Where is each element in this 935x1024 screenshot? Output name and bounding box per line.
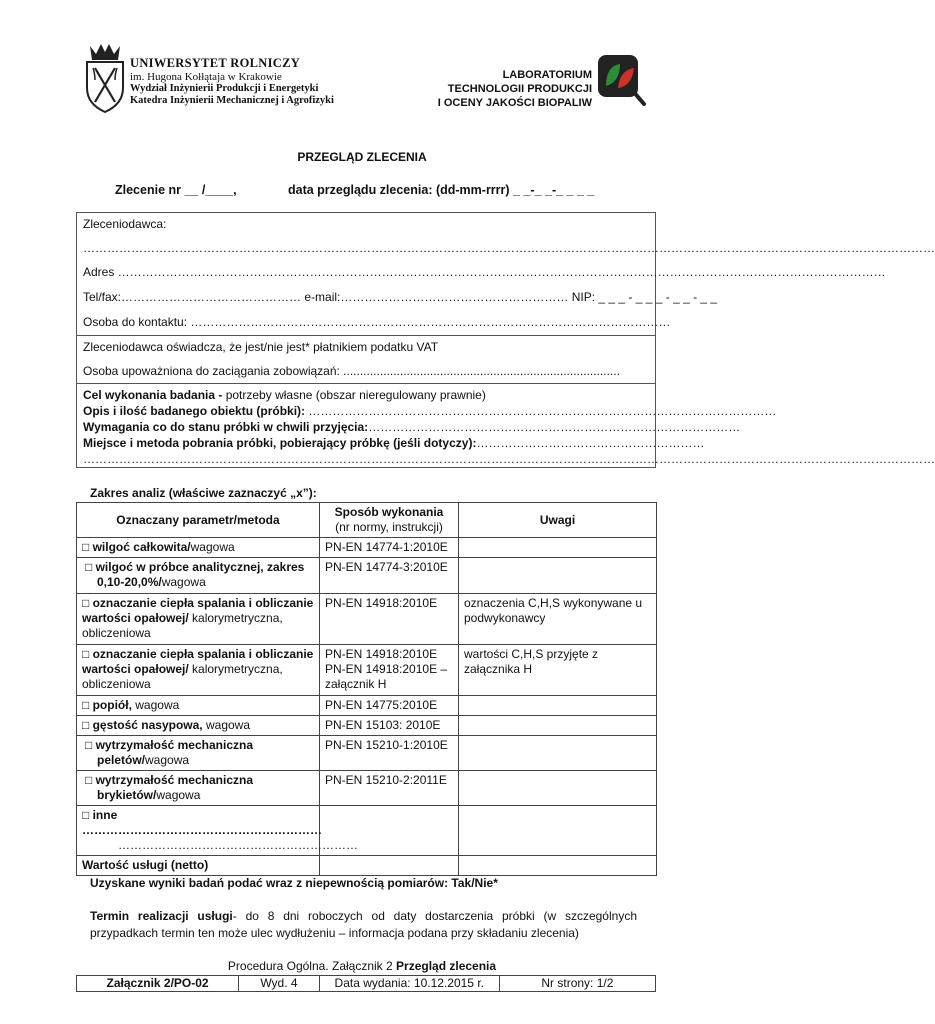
param-method: kalorymetryczna, obliczeniowa bbox=[82, 662, 283, 691]
university-name: UNIWERSYTET ROLNICZY bbox=[130, 56, 301, 70]
sample-description-label: Opis i ilość badanego obiektu (próbki): bbox=[83, 404, 306, 418]
checkbox-icon[interactable]: □ bbox=[82, 596, 90, 610]
sampling-place-line bbox=[83, 436, 705, 450]
param-method: wagowa bbox=[145, 753, 190, 767]
notes-cell bbox=[459, 771, 657, 806]
param-method: kalorymetryczna, obliczeniowa bbox=[82, 611, 283, 640]
purpose-label: Cel wykonania badania - bbox=[83, 388, 223, 402]
table-row bbox=[77, 538, 657, 558]
lab-name-line1: LABORATORIUM bbox=[502, 69, 592, 81]
param-method: wagowa bbox=[131, 698, 180, 712]
notes-cell bbox=[459, 558, 657, 594]
footer-table bbox=[76, 975, 656, 992]
param-name: wytrzymałość mechaniczna peletów/ bbox=[95, 738, 253, 767]
checkbox-icon[interactable]: □ bbox=[82, 718, 90, 732]
department-name: Katedra Inżynierii Mechanicznej i Agrofizyki bbox=[130, 95, 334, 106]
client-box bbox=[76, 212, 935, 468]
procedure-caption bbox=[0, 959, 724, 973]
param-name: gęstość nasypowa, bbox=[92, 718, 203, 732]
order-number-field: Zlecenie nr __ /____, bbox=[115, 183, 237, 197]
sample-state-label: Wymagania co do stanu próbki w chwili przyjęcia: bbox=[83, 420, 369, 434]
notes-cell bbox=[459, 716, 657, 736]
param-cell bbox=[77, 558, 320, 594]
notes-cell bbox=[459, 806, 657, 856]
page-number: Nr strony: 1/2 bbox=[541, 976, 614, 990]
client-dots: …………………………………………………………………………………………………………………………………………………………………………………………… bbox=[83, 241, 935, 255]
university-subtitle: im. Hugona Kołłątaja w Krakowie bbox=[130, 71, 282, 83]
other-label: inne …………………………………………………… bbox=[82, 808, 322, 837]
deadline-text: - do 8 dni roboczych od daty dostarczenia próbki (w szczególnych przypadkach termin ten może ulec wydłużeniu – informacja podana przy składaniu zlecenia) bbox=[90, 909, 637, 940]
table-row-service-value bbox=[77, 856, 657, 876]
checkbox-icon[interactable]: □ bbox=[82, 540, 90, 554]
checkbox-icon[interactable]: □ bbox=[85, 560, 93, 574]
param-name: wytrzymałość mechaniczna brykietów/ bbox=[95, 773, 253, 802]
method-cell: PN-EN 15103: 2010E bbox=[320, 716, 459, 736]
param-cell bbox=[77, 716, 320, 736]
divider bbox=[77, 335, 655, 336]
lab-leaf-logo bbox=[596, 52, 648, 108]
purpose-value: potrzeby własne (obszar nieregulowany prawnie) bbox=[222, 388, 486, 402]
col-header-method-line1: Sposób wykonania bbox=[334, 505, 444, 519]
checkbox-icon[interactable]: □ bbox=[82, 698, 90, 712]
university-crest-logo bbox=[84, 42, 126, 114]
param-method: wagowa bbox=[161, 575, 206, 589]
method-cell: PN-EN 14918:2010E PN-EN 14918:2010E – załącznik H bbox=[320, 645, 459, 696]
authorized-person-field: Osoba upoważniona do zaciągania zobowiązań: ................................................................................... bbox=[83, 364, 620, 378]
issue-date: Data wydania: 10.12.2015 r. bbox=[320, 976, 500, 991]
analysis-heading: Zakres analiz (właściwe zaznaczyć „x”): bbox=[90, 486, 317, 500]
method-cell: PN-EN 14918:2010E bbox=[320, 594, 459, 645]
address-field: Adres ………………………………………………………………………………………………………………………………………………………………………… bbox=[83, 265, 886, 279]
method-cell bbox=[320, 856, 459, 876]
param-cell bbox=[77, 806, 358, 856]
table-row bbox=[77, 736, 657, 771]
param-cell bbox=[77, 696, 320, 716]
param-method: wagowa bbox=[190, 540, 235, 554]
table-row bbox=[77, 771, 657, 806]
procedure-title: Przegląd zlecenia bbox=[396, 959, 497, 973]
deadline-label: Termin realizacji usługi bbox=[90, 909, 233, 923]
telfax-email-nip-field: Tel/fax:……………………………………… e-mail:………………………………………………… NIP: _ _ _ - _ _ _ - _ _ - _ _ bbox=[83, 290, 718, 304]
client-label: Zleceniodawca: bbox=[83, 217, 167, 231]
vat-statement: Zleceniodawca oświadcza, że jest/nie jest* płatnikiem podatku VAT bbox=[83, 340, 439, 354]
notes-cell bbox=[459, 538, 657, 558]
method-cell: PN-EN 15210-1:2010E bbox=[320, 736, 459, 771]
param-name: wilgoć całkowita/ bbox=[92, 540, 191, 554]
param-name: oznaczanie ciepła spalania i obliczanie wartości opałowej/ bbox=[82, 596, 314, 625]
checkbox-icon[interactable]: □ bbox=[85, 773, 93, 787]
col-header-method-line2: (nr normy, instrukcji) bbox=[335, 520, 443, 534]
param-cell bbox=[77, 736, 320, 771]
sample-state-dots: ………………………………………………………………………………… bbox=[368, 420, 741, 434]
other-dots: …………………………………………………… bbox=[118, 838, 358, 852]
table-header-row bbox=[77, 503, 657, 538]
notes-cell bbox=[459, 856, 657, 876]
param-cell bbox=[77, 771, 320, 806]
param-name: oznaczanie ciepła spalania i obliczanie wartości opałowej/ bbox=[82, 647, 314, 676]
col-header-method bbox=[320, 503, 459, 538]
col-header-notes: Uwagi bbox=[459, 503, 657, 538]
analysis-table bbox=[76, 502, 657, 876]
checkbox-icon[interactable]: □ bbox=[85, 738, 93, 752]
sample-description-line bbox=[83, 404, 777, 418]
param-cell bbox=[77, 645, 320, 696]
table-row bbox=[77, 594, 657, 645]
param-name: popiół, bbox=[92, 698, 132, 712]
lab-name-line3: I OCENY JAKOŚCI BIOPALIW bbox=[437, 97, 592, 109]
table-row bbox=[77, 558, 657, 594]
sampling-place-dots: ………………………………………………… bbox=[476, 436, 705, 450]
notes-cell bbox=[459, 736, 657, 771]
divider bbox=[77, 383, 655, 384]
notes-cell: oznaczenia C,H,S wykonywane u podwykonawcy bbox=[459, 594, 657, 645]
review-date-field: data przeglądu zlecenia: (dd-mm-rrrr) _ _-_ _-_ _ _ _ bbox=[288, 183, 595, 197]
table-row-other bbox=[77, 806, 657, 856]
method-cell: PN-EN 14774-1:2010E bbox=[320, 538, 459, 558]
faculty-name: Wydział Inżynierii Produkcji i Energetyki bbox=[130, 83, 319, 94]
procedure-name: Procedura Ogólna. Załącznik 2 bbox=[227, 959, 397, 973]
sample-state-line bbox=[83, 420, 741, 434]
sampling-place-label: Miejsce i metoda pobrania próbki, pobierający próbkę (jeśli dotyczy): bbox=[83, 436, 477, 450]
method-cell: PN-EN 15210-2:2011E bbox=[320, 771, 459, 806]
method-cell: PN-EN 14775:2010E bbox=[320, 696, 459, 716]
table-row bbox=[77, 645, 657, 696]
checkbox-icon[interactable]: □ bbox=[82, 647, 90, 661]
attachment-number: Załącznik 2/PO-02 bbox=[77, 976, 239, 991]
table-row bbox=[77, 716, 657, 736]
param-cell bbox=[77, 538, 320, 558]
notes-cell bbox=[459, 696, 657, 716]
lab-name-line2: TECHNOLOGII PRODUKCJI bbox=[447, 83, 592, 95]
param-method: wagowa bbox=[156, 788, 201, 802]
sample-description-dots: ……………………………………………………………………………………………………… bbox=[305, 404, 777, 418]
param-method: wagowa bbox=[202, 718, 251, 732]
contact-person-field: Osoba do kontaktu: ………………………………………………………………………………………………………… bbox=[83, 315, 671, 329]
closing-dots: …………………………………………………………………………………………………………………………………………………………………………………………… bbox=[83, 452, 935, 466]
checkbox-icon[interactable]: □ bbox=[82, 808, 90, 822]
service-value-label: Wartość usługi (netto) bbox=[77, 856, 320, 876]
param-name: wilgoć w próbce analitycznej, zakres 0,10-20,0%/ bbox=[95, 560, 305, 589]
document-title: PRZEGLĄD ZLECENIA bbox=[297, 150, 427, 164]
edition-number: Wyd. 4 bbox=[239, 976, 320, 991]
table-row bbox=[77, 696, 657, 716]
deadline-paragraph bbox=[90, 908, 637, 942]
uncertainty-statement: Uzyskane wyniki badań podać wraz z niepewnością pomiarów: Tak/Nie* bbox=[90, 876, 498, 890]
notes-cell: wartości C,H,S przyjęte z załącznika H bbox=[459, 645, 657, 696]
param-cell bbox=[77, 594, 320, 645]
col-header-parameter: Oznaczany parametr/metoda bbox=[77, 503, 320, 538]
purpose-line bbox=[83, 388, 486, 402]
method-cell: PN-EN 14774-3:2010E bbox=[320, 558, 459, 594]
